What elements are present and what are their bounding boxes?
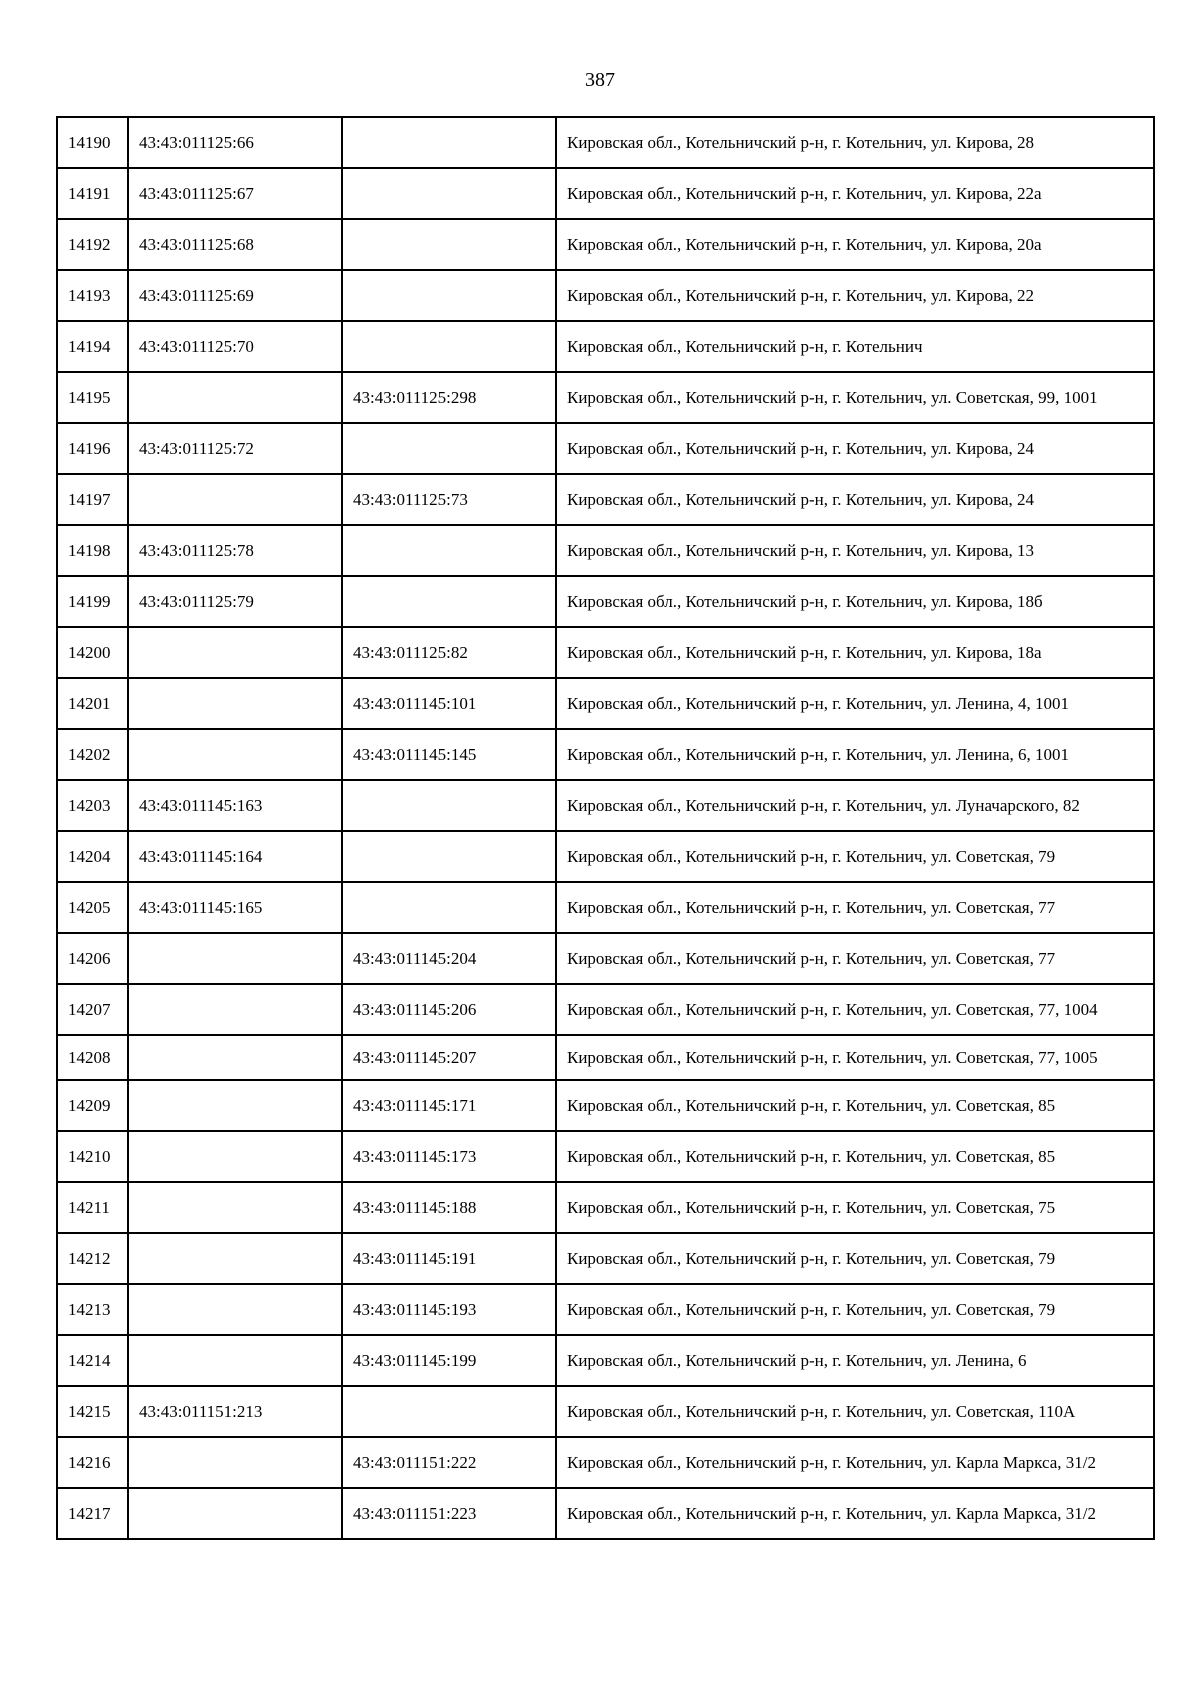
object-cadastral-number-cell bbox=[342, 270, 556, 321]
land-cadastral-number-cell bbox=[128, 984, 342, 1035]
object-cadastral-number-cell bbox=[342, 1386, 556, 1437]
table-row bbox=[57, 576, 1154, 627]
address-cell: Кировская обл., Котельничский р-н, г. Котельнич, ул. Кирова, 24 bbox=[556, 423, 1154, 474]
address-cell: Кировская обл., Котельничский р-н, г. Котельнич, ул. Кирова, 18б bbox=[556, 576, 1154, 627]
address-cell: Кировская обл., Котельничский р-н, г. Котельнич, ул. Кирова, 24 bbox=[556, 474, 1154, 525]
row-number-cell: 14210 bbox=[57, 1131, 128, 1182]
object-cadastral-number-cell: 43:43:011145:199 bbox=[342, 1335, 556, 1386]
table-row bbox=[57, 219, 1154, 270]
address-cell: Кировская обл., Котельничский р-н, г. Котельнич, ул. Советская, 77 bbox=[556, 882, 1154, 933]
row-number-cell: 14199 bbox=[57, 576, 128, 627]
table-row bbox=[57, 1335, 1154, 1386]
row-number-cell: 14190 bbox=[57, 117, 128, 168]
row-number-cell: 14195 bbox=[57, 372, 128, 423]
row-number-cell: 14192 bbox=[57, 219, 128, 270]
object-cadastral-number-cell bbox=[342, 882, 556, 933]
land-cadastral-number-cell bbox=[128, 627, 342, 678]
address-cell: Кировская обл., Котельничский р-н, г. Котельнич, ул. Советская, 79 bbox=[556, 831, 1154, 882]
table-row bbox=[57, 627, 1154, 678]
row-number-cell: 14216 bbox=[57, 1437, 128, 1488]
row-number-cell: 14208 bbox=[57, 1035, 128, 1080]
row-number-cell: 14201 bbox=[57, 678, 128, 729]
row-number-cell: 14200 bbox=[57, 627, 128, 678]
object-cadastral-number-cell: 43:43:011145:193 bbox=[342, 1284, 556, 1335]
table-row bbox=[57, 1080, 1154, 1131]
object-cadastral-number-cell bbox=[342, 117, 556, 168]
table-row bbox=[57, 678, 1154, 729]
row-number-cell: 14202 bbox=[57, 729, 128, 780]
object-cadastral-number-cell: 43:43:011125:82 bbox=[342, 627, 556, 678]
row-number-cell: 14214 bbox=[57, 1335, 128, 1386]
land-cadastral-number-cell bbox=[128, 1131, 342, 1182]
address-cell: Кировская обл., Котельничский р-н, г. Котельнич, ул. Советская, 79 bbox=[556, 1284, 1154, 1335]
table-row bbox=[57, 525, 1154, 576]
object-cadastral-number-cell bbox=[342, 168, 556, 219]
object-cadastral-number-cell bbox=[342, 780, 556, 831]
address-cell: Кировская обл., Котельничский р-н, г. Котельнич, ул. Карла Маркса, 31/2 bbox=[556, 1437, 1154, 1488]
address-cell: Кировская обл., Котельничский р-н, г. Котельнич, ул. Луначарского, 82 bbox=[556, 780, 1154, 831]
land-cadastral-number-cell bbox=[128, 933, 342, 984]
row-number-cell: 14211 bbox=[57, 1182, 128, 1233]
land-cadastral-number-cell bbox=[128, 474, 342, 525]
row-number-cell: 14217 bbox=[57, 1488, 128, 1539]
table-row bbox=[57, 321, 1154, 372]
table-row bbox=[57, 1131, 1154, 1182]
address-cell: Кировская обл., Котельничский р-н, г. Котельнич, ул. Советская, 77, 1005 bbox=[556, 1035, 1154, 1080]
table-row bbox=[57, 1488, 1154, 1539]
table-row bbox=[57, 882, 1154, 933]
table-row bbox=[57, 831, 1154, 882]
land-cadastral-number-cell: 43:43:011125:68 bbox=[128, 219, 342, 270]
object-cadastral-number-cell: 43:43:011151:223 bbox=[342, 1488, 556, 1539]
land-cadastral-number-cell bbox=[128, 1035, 342, 1080]
object-cadastral-number-cell: 43:43:011145:101 bbox=[342, 678, 556, 729]
object-cadastral-number-cell: 43:43:011145:145 bbox=[342, 729, 556, 780]
land-cadastral-number-cell bbox=[128, 372, 342, 423]
row-number-cell: 14209 bbox=[57, 1080, 128, 1131]
address-cell: Кировская обл., Котельничский р-н, г. Котельнич, ул. Кирова, 22а bbox=[556, 168, 1154, 219]
land-cadastral-number-cell bbox=[128, 1080, 342, 1131]
object-cadastral-number-cell: 43:43:011145:188 bbox=[342, 1182, 556, 1233]
table-row bbox=[57, 1437, 1154, 1488]
address-cell: Кировская обл., Котельничский р-н, г. Котельнич, ул. Кирова, 18а bbox=[556, 627, 1154, 678]
row-number-cell: 14213 bbox=[57, 1284, 128, 1335]
address-cell: Кировская обл., Котельничский р-н, г. Котельнич, ул. Советская, 79 bbox=[556, 1233, 1154, 1284]
object-cadastral-number-cell: 43:43:011145:204 bbox=[342, 933, 556, 984]
row-number-cell: 14215 bbox=[57, 1386, 128, 1437]
object-cadastral-number-cell: 43:43:011125:298 bbox=[342, 372, 556, 423]
land-cadastral-number-cell bbox=[128, 1437, 342, 1488]
land-cadastral-number-cell bbox=[128, 1233, 342, 1284]
object-cadastral-number-cell: 43:43:011145:207 bbox=[342, 1035, 556, 1080]
table-row bbox=[57, 1284, 1154, 1335]
land-cadastral-number-cell bbox=[128, 729, 342, 780]
table-row bbox=[57, 168, 1154, 219]
row-number-cell: 14204 bbox=[57, 831, 128, 882]
table-row bbox=[57, 1035, 1154, 1080]
address-cell: Кировская обл., Котельничский р-н, г. Котельнич, ул. Советская, 85 bbox=[556, 1131, 1154, 1182]
address-cell: Кировская обл., Котельничский р-н, г. Котельнич, ул. Карла Маркса, 31/2 bbox=[556, 1488, 1154, 1539]
object-cadastral-number-cell bbox=[342, 525, 556, 576]
row-number-cell: 14196 bbox=[57, 423, 128, 474]
address-cell: Кировская обл., Котельничский р-н, г. Котельнич, ул. Советская, 99, 1001 bbox=[556, 372, 1154, 423]
table-row bbox=[57, 1386, 1154, 1437]
object-cadastral-number-cell bbox=[342, 576, 556, 627]
object-cadastral-number-cell: 43:43:011125:73 bbox=[342, 474, 556, 525]
object-cadastral-number-cell: 43:43:011145:171 bbox=[342, 1080, 556, 1131]
table-row bbox=[57, 1182, 1154, 1233]
address-cell: Кировская обл., Котельничский р-н, г. Котельнич, ул. Ленина, 4, 1001 bbox=[556, 678, 1154, 729]
land-cadastral-number-cell: 43:43:011125:78 bbox=[128, 525, 342, 576]
address-cell: Кировская обл., Котельничский р-н, г. Котельнич, ул. Кирова, 22 bbox=[556, 270, 1154, 321]
address-cell: Кировская обл., Котельничский р-н, г. Котельнич bbox=[556, 321, 1154, 372]
land-cadastral-number-cell bbox=[128, 678, 342, 729]
land-cadastral-number-cell: 43:43:011125:69 bbox=[128, 270, 342, 321]
table-row bbox=[57, 372, 1154, 423]
row-number-cell: 14206 bbox=[57, 933, 128, 984]
object-cadastral-number-cell bbox=[342, 219, 556, 270]
row-number-cell: 14205 bbox=[57, 882, 128, 933]
row-number-cell: 14194 bbox=[57, 321, 128, 372]
object-cadastral-number-cell bbox=[342, 423, 556, 474]
land-cadastral-number-cell: 43:43:011125:72 bbox=[128, 423, 342, 474]
land-cadastral-number-cell: 43:43:011151:213 bbox=[128, 1386, 342, 1437]
row-number-cell: 14207 bbox=[57, 984, 128, 1035]
land-cadastral-number-cell: 43:43:011125:66 bbox=[128, 117, 342, 168]
row-number-cell: 14191 bbox=[57, 168, 128, 219]
table-row bbox=[57, 729, 1154, 780]
table-row bbox=[57, 117, 1154, 168]
registry-table-body bbox=[57, 117, 1154, 1539]
address-cell: Кировская обл., Котельничский р-н, г. Котельнич, ул. Советская, 75 bbox=[556, 1182, 1154, 1233]
object-cadastral-number-cell bbox=[342, 321, 556, 372]
land-cadastral-number-cell: 43:43:011145:164 bbox=[128, 831, 342, 882]
address-cell: Кировская обл., Котельничский р-н, г. Котельнич, ул. Советская, 110А bbox=[556, 1386, 1154, 1437]
table-row bbox=[57, 780, 1154, 831]
address-cell: Кировская обл., Котельничский р-н, г. Котельнич, ул. Советская, 77, 1004 bbox=[556, 984, 1154, 1035]
table-row bbox=[57, 1233, 1154, 1284]
row-number-cell: 14203 bbox=[57, 780, 128, 831]
land-cadastral-number-cell bbox=[128, 1284, 342, 1335]
address-cell: Кировская обл., Котельничский р-н, г. Котельнич, ул. Советская, 85 bbox=[556, 1080, 1154, 1131]
land-cadastral-number-cell bbox=[128, 1335, 342, 1386]
address-cell: Кировская обл., Котельничский р-н, г. Котельнич, ул. Советская, 77 bbox=[556, 933, 1154, 984]
address-cell: Кировская обл., Котельничский р-н, г. Котельнич, ул. Кирова, 20а bbox=[556, 219, 1154, 270]
object-cadastral-number-cell: 43:43:011145:191 bbox=[342, 1233, 556, 1284]
land-cadastral-number-cell bbox=[128, 1488, 342, 1539]
object-cadastral-number-cell: 43:43:011145:206 bbox=[342, 984, 556, 1035]
address-cell: Кировская обл., Котельничский р-н, г. Котельнич, ул. Кирова, 28 bbox=[556, 117, 1154, 168]
land-cadastral-number-cell: 43:43:011145:163 bbox=[128, 780, 342, 831]
table-row bbox=[57, 933, 1154, 984]
table-row bbox=[57, 270, 1154, 321]
row-number-cell: 14212 bbox=[57, 1233, 128, 1284]
table-row bbox=[57, 984, 1154, 1035]
address-cell: Кировская обл., Котельничский р-н, г. Котельнич, ул. Ленина, 6 bbox=[556, 1335, 1154, 1386]
table-row bbox=[57, 474, 1154, 525]
row-number-cell: 14197 bbox=[57, 474, 128, 525]
address-cell: Кировская обл., Котельничский р-н, г. Котельнич, ул. Кирова, 13 bbox=[556, 525, 1154, 576]
registry-table bbox=[56, 116, 1155, 1540]
row-number-cell: 14193 bbox=[57, 270, 128, 321]
land-cadastral-number-cell: 43:43:011125:67 bbox=[128, 168, 342, 219]
page-number: 387 bbox=[585, 69, 615, 91]
land-cadastral-number-cell: 43:43:011145:165 bbox=[128, 882, 342, 933]
object-cadastral-number-cell bbox=[342, 831, 556, 882]
land-cadastral-number-cell: 43:43:011125:70 bbox=[128, 321, 342, 372]
table-row bbox=[57, 423, 1154, 474]
object-cadastral-number-cell: 43:43:011145:173 bbox=[342, 1131, 556, 1182]
land-cadastral-number-cell bbox=[128, 1182, 342, 1233]
row-number-cell: 14198 bbox=[57, 525, 128, 576]
object-cadastral-number-cell: 43:43:011151:222 bbox=[342, 1437, 556, 1488]
land-cadastral-number-cell: 43:43:011125:79 bbox=[128, 576, 342, 627]
address-cell: Кировская обл., Котельничский р-н, г. Котельнич, ул. Ленина, 6, 1001 bbox=[556, 729, 1154, 780]
